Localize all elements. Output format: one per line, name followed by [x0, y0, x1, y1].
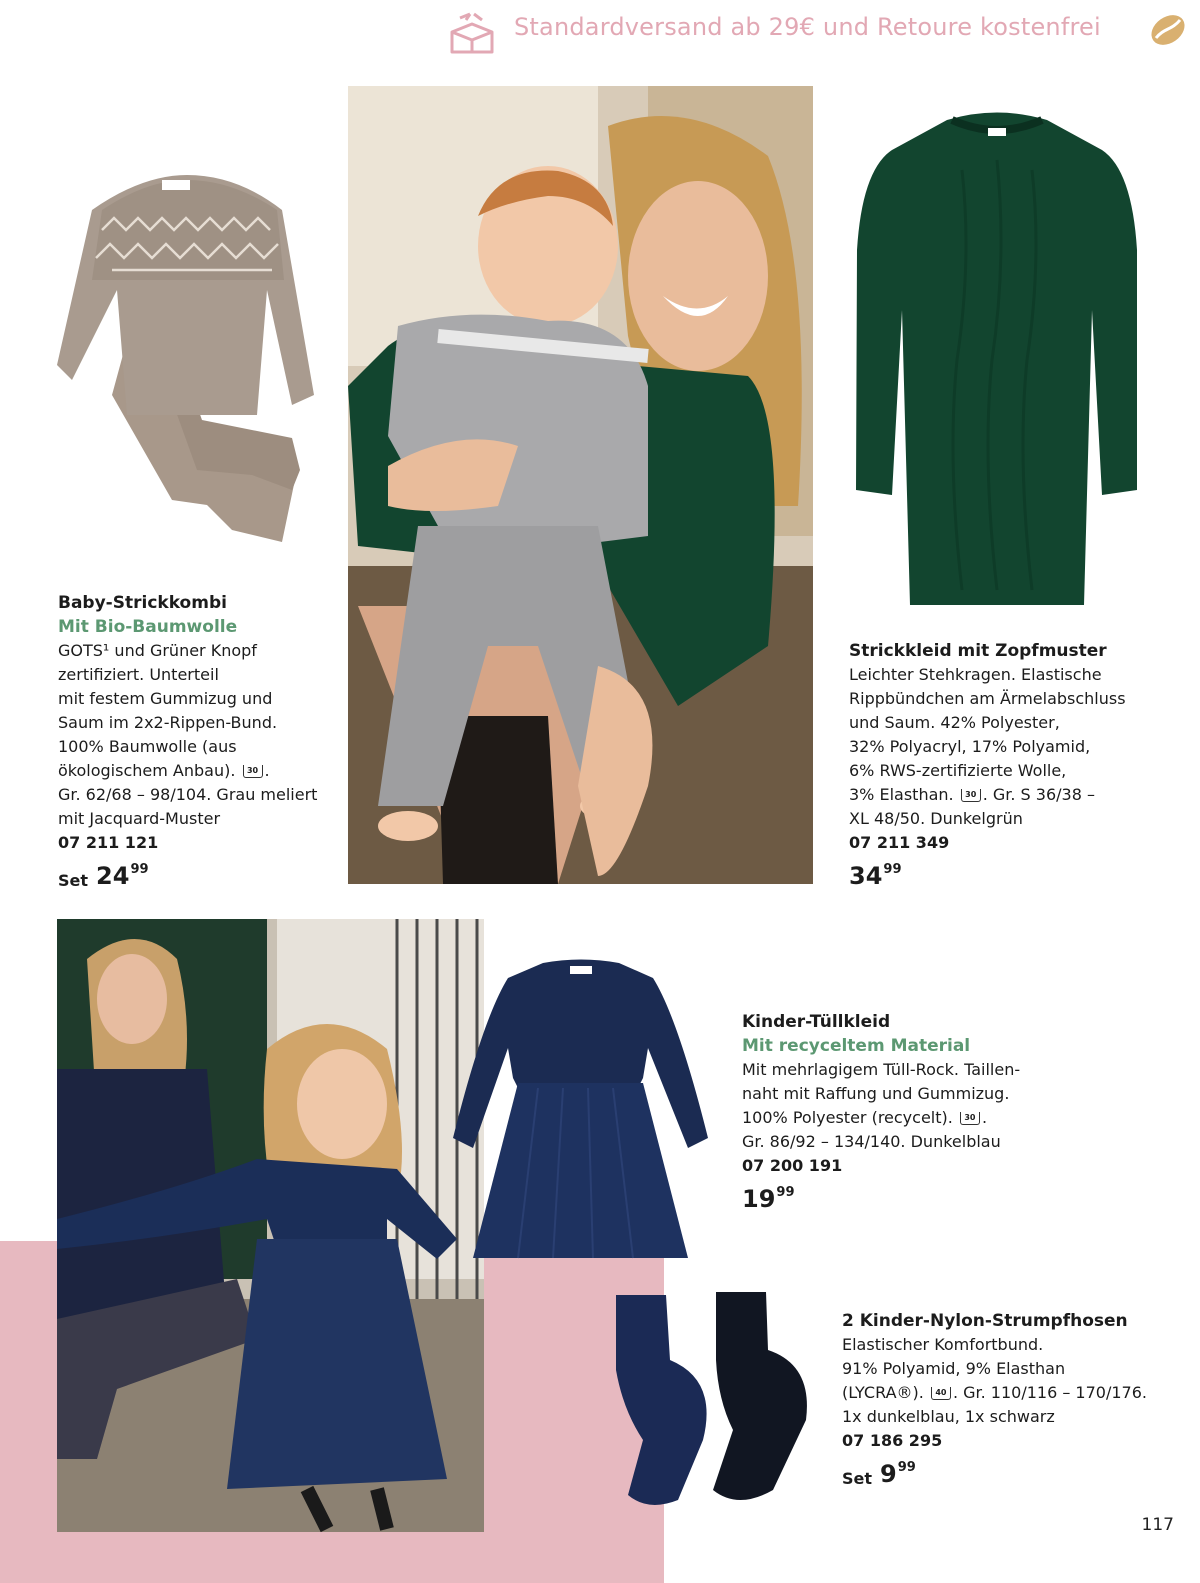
product-description-line: 3% Elasthan. 30 . Gr. S 36/38 – [849, 785, 1095, 804]
product-description: Mit mehrlagigem Tüll-Rock. Taillen- naht mit Raffung und Gummizug. [742, 1060, 1021, 1103]
product-description-line: ökologischem Anbau). 30 . [58, 761, 270, 780]
price [849, 861, 1149, 891]
article-number: 07 211 349 [849, 833, 950, 852]
product-description: GOTS¹ und Grüner Knopf zertifiziert. Unterteil mit festem Gummizug und Saum im 2x2-Rippen-Bund. 100% Baumwolle (aus [58, 641, 278, 756]
product-description-more: Gr. 62/68 – 98/104. Grau meliert mit Jacquard-Muster [58, 785, 318, 828]
product-tagline: Mit recyceltem Material [742, 1036, 971, 1056]
price-cents: 99 [130, 862, 149, 877]
price-cents: 99 [883, 862, 902, 877]
price-euros: 19 [742, 1185, 776, 1213]
product-tulle-dress [742, 1010, 1042, 1214]
article-number: 07 186 295 [842, 1431, 943, 1450]
tulle-dress-image [448, 958, 714, 1266]
shipping-text: Standardversand ab 29€ und Retoure kostenfrei [514, 13, 1101, 41]
product-knit-dress [849, 639, 1149, 891]
product-name: Strickkleid mit Zopfmuster [849, 641, 1107, 661]
page-number: 117 [1141, 1515, 1174, 1535]
price [842, 1459, 1162, 1491]
price-cents: 99 [776, 1185, 795, 1200]
product-tights [842, 1309, 1162, 1491]
mother-girl-photo [57, 919, 484, 1532]
price-euros: 9 [880, 1460, 897, 1488]
tchibo-bean-logo-icon [1146, 8, 1190, 52]
product-tagline: Mit Bio-Baumwolle [58, 617, 238, 637]
knit-dress-image [852, 110, 1142, 610]
box-return-icon [446, 10, 498, 58]
product-description-more: 1x dunkelblau, 1x schwarz [842, 1407, 1055, 1426]
price-euros: 34 [849, 862, 883, 890]
price-cents: 99 [897, 1460, 916, 1475]
product-description: Leichter Stehkragen. Elastische Rippbündchen am Ärmelabschluss und Saum. 42% Polyester, 32% Polyacryl, 17% Polyamid, 6% RWS-zertifizierte Wolle, [849, 665, 1126, 780]
price-prefix: Set [58, 871, 89, 890]
shipping-banner [440, 8, 1200, 52]
article-number: 07 211 121 [58, 833, 159, 852]
wash-30-icon: 30 [960, 1112, 980, 1125]
wash-40-icon: 40 [931, 1387, 951, 1400]
product-name: Kinder-Tüllkleid [742, 1012, 891, 1032]
price [58, 861, 338, 893]
product-name: 2 Kinder-Nylon-Strumpfhosen [842, 1311, 1128, 1331]
wash-30-icon: 30 [961, 789, 981, 802]
mother-baby-photo [348, 86, 813, 884]
article-number: 07 200 191 [742, 1156, 843, 1175]
product-description-more: Gr. 86/92 – 134/140. Dunkelblau [742, 1132, 1001, 1151]
product-description: Elastischer Komfortbund. 91% Polyamid, 9% Elasthan [842, 1335, 1066, 1378]
price-prefix: Set [842, 1469, 873, 1488]
product-description-line: (LYCRA®). 40 . Gr. 110/116 – 170/176. [842, 1383, 1147, 1402]
price-euros: 24 [96, 862, 130, 890]
price [742, 1184, 1042, 1214]
wash-30-icon: 30 [243, 765, 263, 778]
product-description-more: XL 48/50. Dunkelgrün [849, 809, 1023, 828]
product-description-line: 100% Polyester (recycelt). 30 . [742, 1108, 988, 1127]
baby-knit-set-image [52, 170, 322, 550]
product-baby-knit [58, 591, 338, 893]
tights-image [608, 1290, 813, 1512]
product-name: Baby-Strickkombi [58, 593, 227, 613]
